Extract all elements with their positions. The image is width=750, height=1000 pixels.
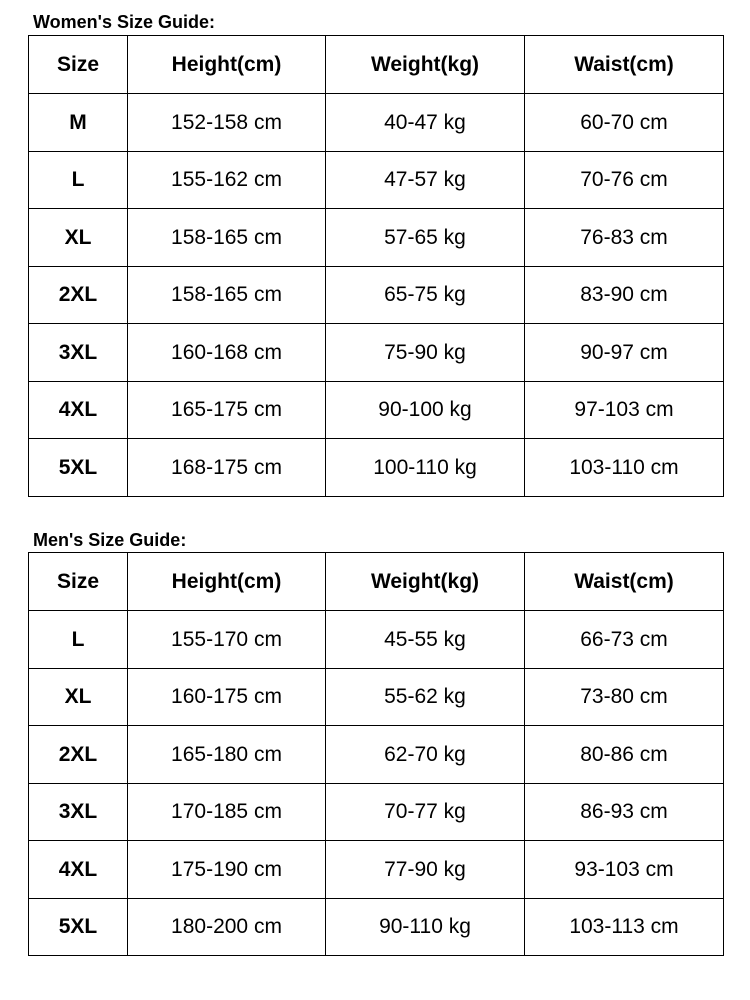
table-row [29, 266, 724, 324]
women-size-table [28, 35, 724, 497]
women-guide-title: Women's Size Guide: [33, 12, 215, 32]
waist-cell: 83-90 cm [525, 266, 724, 324]
weight-cell: 90-110 kg [326, 898, 525, 956]
weight-cell: 70-77 kg [326, 783, 525, 841]
table-row [29, 381, 724, 439]
weight-cell: 55-62 kg [326, 668, 525, 726]
waist-cell: 103-113 cm [525, 898, 724, 956]
waist-cell: 76-83 cm [525, 209, 724, 267]
header-height: Height(cm) [128, 553, 326, 611]
height-cell: 180-200 cm [128, 898, 326, 956]
waist-cell: 60-70 cm [525, 94, 724, 152]
size-cell: L [29, 611, 128, 669]
height-cell: 165-180 cm [128, 726, 326, 784]
height-cell: 160-168 cm [128, 324, 326, 382]
waist-cell: 70-76 cm [525, 151, 724, 209]
waist-cell: 97-103 cm [525, 381, 724, 439]
header-size: Size [29, 553, 128, 611]
header-waist: Waist(cm) [525, 553, 724, 611]
height-cell: 158-165 cm [128, 266, 326, 324]
size-cell: 4XL [29, 381, 128, 439]
height-cell: 168-175 cm [128, 439, 326, 497]
waist-cell: 93-103 cm [525, 841, 724, 899]
size-cell: M [29, 94, 128, 152]
header-size: Size [29, 36, 128, 94]
table-header-row [29, 36, 724, 94]
height-cell: 160-175 cm [128, 668, 326, 726]
height-cell: 165-175 cm [128, 381, 326, 439]
table-header-row [29, 553, 724, 611]
weight-cell: 75-90 kg [326, 324, 525, 382]
size-cell: 4XL [29, 841, 128, 899]
table-row [29, 324, 724, 382]
weight-cell: 65-75 kg [326, 266, 525, 324]
table-row [29, 668, 724, 726]
weight-cell: 100-110 kg [326, 439, 525, 497]
waist-cell: 86-93 cm [525, 783, 724, 841]
weight-cell: 40-47 kg [326, 94, 525, 152]
men-size-table [28, 552, 724, 956]
header-waist: Waist(cm) [525, 36, 724, 94]
table-row [29, 94, 724, 152]
height-cell: 155-170 cm [128, 611, 326, 669]
size-cell: XL [29, 668, 128, 726]
size-cell: 3XL [29, 783, 128, 841]
height-cell: 155-162 cm [128, 151, 326, 209]
table-row [29, 151, 724, 209]
header-weight: Weight(kg) [326, 553, 525, 611]
size-cell: L [29, 151, 128, 209]
men-guide-title: Men's Size Guide: [33, 530, 187, 550]
waist-cell: 66-73 cm [525, 611, 724, 669]
table-row [29, 209, 724, 267]
waist-cell: 80-86 cm [525, 726, 724, 784]
header-weight: Weight(kg) [326, 36, 525, 94]
waist-cell: 90-97 cm [525, 324, 724, 382]
table-row [29, 898, 724, 956]
height-cell: 152-158 cm [128, 94, 326, 152]
size-cell: 3XL [29, 324, 128, 382]
size-cell: 5XL [29, 898, 128, 956]
waist-cell: 73-80 cm [525, 668, 724, 726]
table-row [29, 783, 724, 841]
table-row [29, 611, 724, 669]
weight-cell: 90-100 kg [326, 381, 525, 439]
weight-cell: 77-90 kg [326, 841, 525, 899]
waist-cell: 103-110 cm [525, 439, 724, 497]
size-cell: 2XL [29, 266, 128, 324]
header-height: Height(cm) [128, 36, 326, 94]
weight-cell: 47-57 kg [326, 151, 525, 209]
size-cell: 5XL [29, 439, 128, 497]
size-cell: 2XL [29, 726, 128, 784]
height-cell: 175-190 cm [128, 841, 326, 899]
height-cell: 170-185 cm [128, 783, 326, 841]
size-cell: XL [29, 209, 128, 267]
height-cell: 158-165 cm [128, 209, 326, 267]
table-row [29, 439, 724, 497]
weight-cell: 45-55 kg [326, 611, 525, 669]
table-row [29, 841, 724, 899]
table-row [29, 726, 724, 784]
weight-cell: 57-65 kg [326, 209, 525, 267]
weight-cell: 62-70 kg [326, 726, 525, 784]
